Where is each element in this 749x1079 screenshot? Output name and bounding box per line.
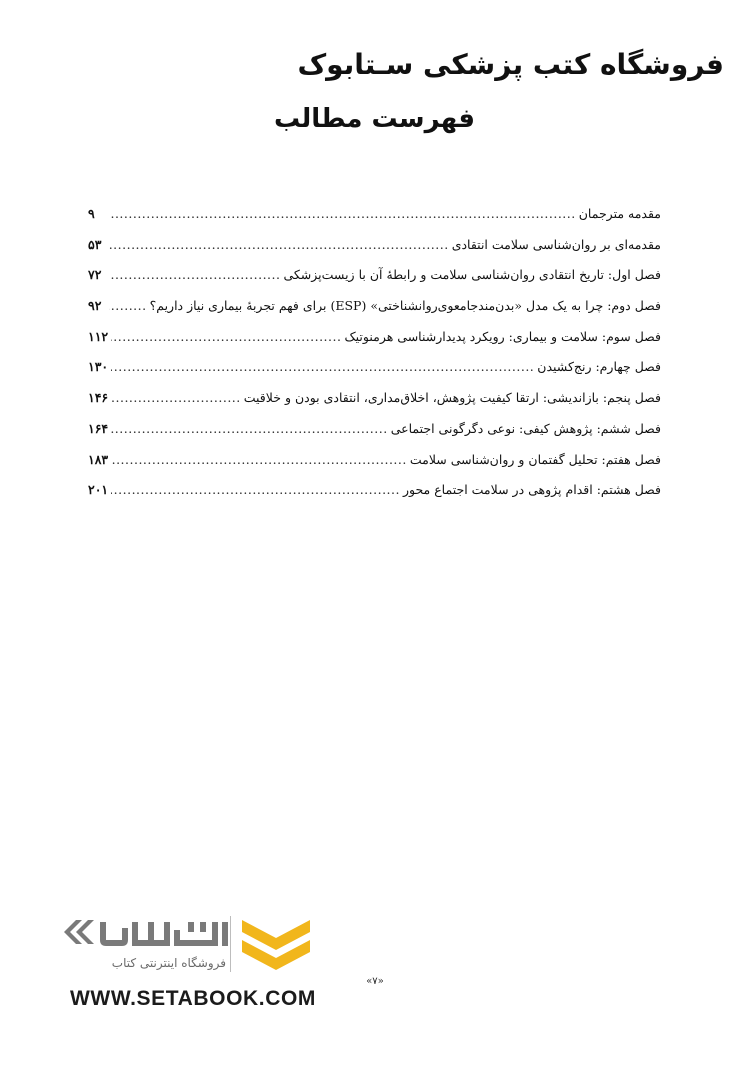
toc-heading: فهرست مطالب xyxy=(274,104,475,134)
toc-entry xyxy=(88,452,661,483)
table-of-contents xyxy=(88,206,661,513)
toc-entry-title: مقدمه مترجمان xyxy=(578,206,661,221)
setabook-wordmark-logo xyxy=(62,910,232,956)
toc-entry xyxy=(88,482,661,513)
toc-entry-page: ۱۳۰ xyxy=(88,359,109,375)
toc-entry-page: ۱۸۳ xyxy=(88,451,109,467)
toc-leader-dots xyxy=(111,482,400,497)
toc-entry-page: ۱۴۶ xyxy=(88,390,109,406)
toc-entry-page: ۱۶۴ xyxy=(88,420,109,436)
toc-leader-dots xyxy=(111,452,407,467)
toc-entry xyxy=(88,298,661,329)
toc-entry-title: فصل دوم: چرا به یک مدل «بدن‌مندجامعوی‌روانشناختی» (ESP) برای فهم تجربهٔ بیماری نیاز داریم؟ xyxy=(149,298,661,314)
gold-chevrons-icon xyxy=(238,914,314,972)
toc-leader-dots xyxy=(111,359,534,374)
page-number: «۷» xyxy=(366,976,384,987)
toc-entry-page: ۲۰۱ xyxy=(88,482,109,498)
toc-leader-dots xyxy=(109,298,147,313)
toc-entry-page: ۹ xyxy=(88,206,95,221)
store-title: فروشگاه کتب پزشکی سـتابوک xyxy=(297,48,724,81)
toc-entry-title: فصل پنجم: بازاندیشی: ارتقا کیفیت پژوهش، اخلاق‌مداری، انتقادی بودن و خلاقیت xyxy=(243,390,661,406)
toc-leader-dots xyxy=(111,390,241,405)
toc-entry xyxy=(88,267,661,298)
toc-entry-title: فصل سوم: سلامت و بیماری: رویکرد پدیدارشناسی هرمنوتیک xyxy=(344,328,661,344)
toc-entry-title: فصل ششم: پژوهش کیفی: نوعی دگرگونی اجتماعی xyxy=(390,420,661,436)
toc-entry-page: ۱۱۲ xyxy=(88,328,109,344)
logo-divider xyxy=(230,916,231,972)
toc-entry-page: ۹۲ xyxy=(88,298,102,314)
site-url: WWW.SETABOOK.COM xyxy=(70,987,317,1010)
setabook-logo xyxy=(62,910,322,980)
toc-entry-title: فصل اول: تاریخ انتقادی روان‌شناسی سلامت و رابطهٔ آن با زیست‌پزشکی xyxy=(283,267,661,283)
toc-entry xyxy=(88,359,661,390)
toc-entry-title: مقدمه‌ای بر روان‌شناسی سلامت انتقادی xyxy=(451,236,661,252)
toc-entry xyxy=(88,206,661,237)
logo-tagline: فروشگاه اینترنتی کتاب xyxy=(111,956,226,970)
toc-entry-page: ۵۳ xyxy=(88,236,102,252)
toc-entry xyxy=(88,421,661,452)
toc-leader-dots xyxy=(111,421,388,436)
toc-entry-title: فصل هشتم: اقدام پژوهی در سلامت اجتماع محور xyxy=(402,482,661,498)
toc-entry xyxy=(88,237,661,268)
toc-entry-page: ۷۲ xyxy=(88,267,102,283)
toc-leader-dots xyxy=(109,237,449,252)
toc-leader-dots xyxy=(109,206,576,221)
toc-entry-title: فصل هفتم: تحلیل گفتمان و روان‌شناسی سلامت xyxy=(409,451,661,467)
toc-entry xyxy=(88,390,661,421)
toc-entry xyxy=(88,329,661,360)
toc-leader-dots xyxy=(111,329,341,344)
toc-leader-dots xyxy=(109,267,280,282)
toc-entry-title: فصل چهارم: رنج‌کشیدن xyxy=(537,359,661,375)
